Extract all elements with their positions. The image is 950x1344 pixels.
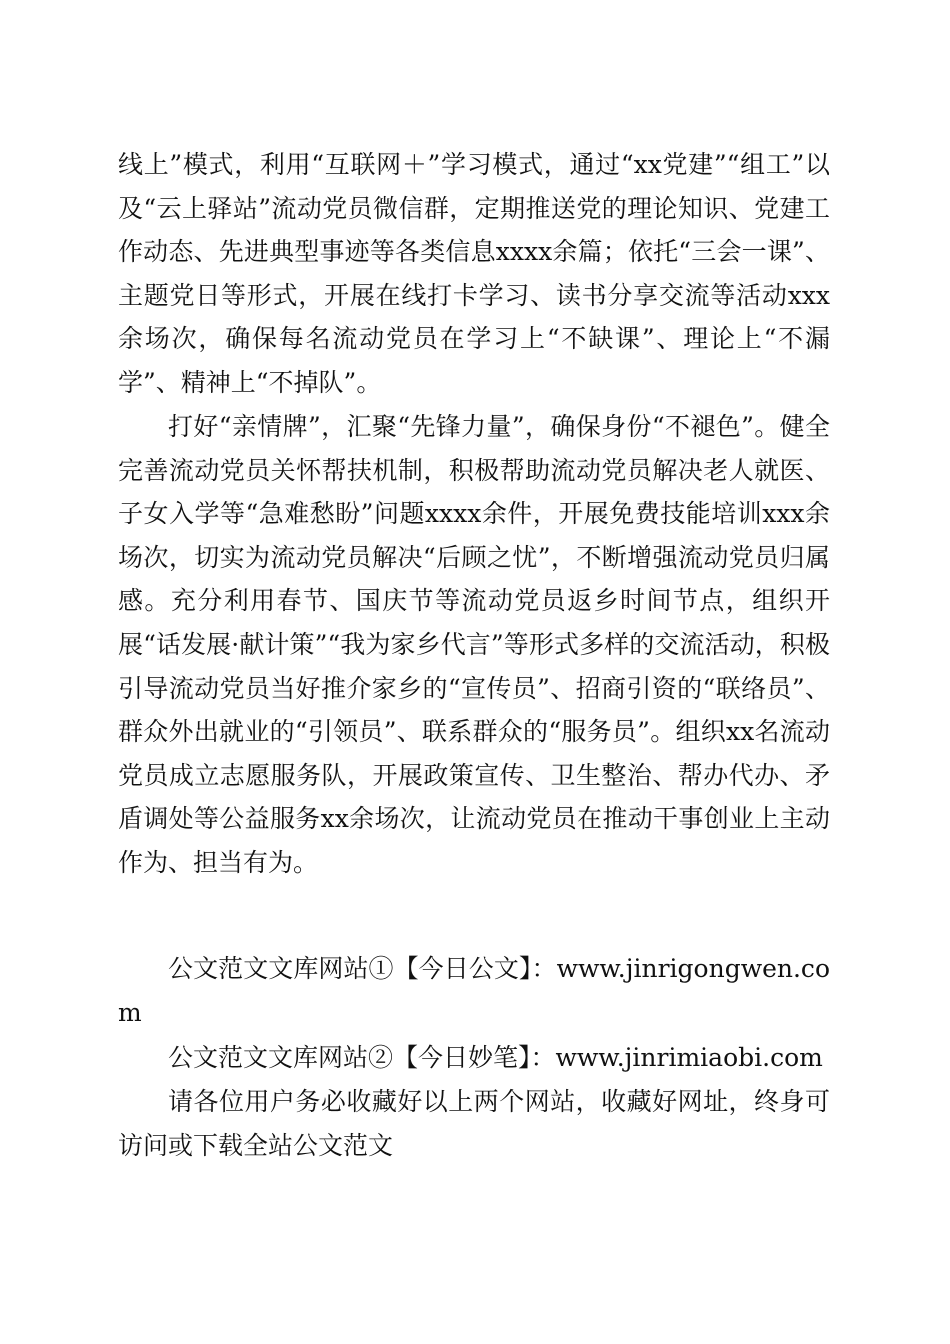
body-paragraph-2: 打好“亲情牌”，汇聚“先锋力量”，确保身份“不褪色”。健全完善流动党员关怀帮扶机制，积极帮助流动党员解决老人就医、子女入学等“急难愁盼”问题xxxx余件，开展免费技能培训xxx余场次，切实为流动党员解决“后顾之忧”，不断增强流动党员归属感。充分利用春节、国庆节等流动党员返乡时间节点，组织开展“话发展·献计策”“我为家乡代言”等形式多样的交流活动，积极引导流动党员当好推介家乡的“宣传员”、招商引资的“联络员”、群众外出就业的“引领员”、联系群众的“服务员”。组织xx名流动党员成立志愿服务队，开展政策宣传、卫生整治、帮办代办、矛盾调处等公益服务xx余场次，让流动党员在推动干事创业上主动作为、担当有为。	[118, 412, 830, 877]
bookmark-reminder: 请各位用户务必收藏好以上两个网站，收藏好网址，终身可访问或下载全站公文范文	[118, 1087, 830, 1160]
body-paragraph-1: 线上”模式，利用“互联网＋”学习模式，通过“xx党建”“组工”以及“云上驿站”流动党员微信群，定期推送党的理论知识、党建工作动态、先进典型事迹等各类信息xxxx余篇；依托“三会一课”、主题党日等形式，开展在线打卡学习、读书分享交流等活动xxx余场次，确保每名流动党员在学习上“不缺课”、理论上“不漏学”、精神上“不掉队”。	[118, 150, 830, 397]
website-note-2: 公文范文文库网站②【今日妙笔】：www.jinrimiaobi.com	[168, 1043, 823, 1072]
website-note-1: 公文范文文库网站①【今日公文】：www.jinrigongwen.com	[118, 954, 830, 1027]
